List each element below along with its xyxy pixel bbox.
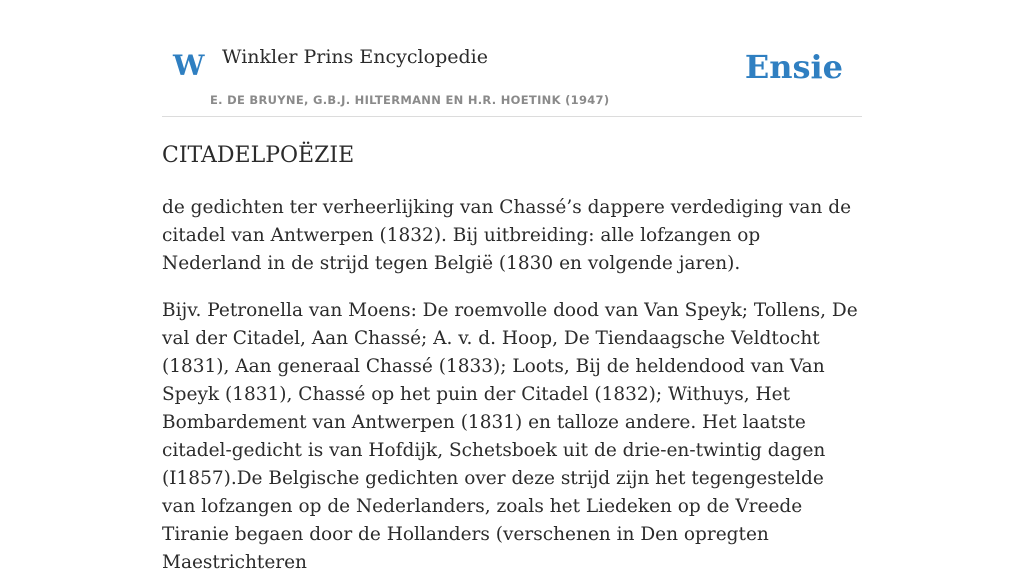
entry-title: CITADELPOËZIE	[162, 143, 355, 168]
entry-paragraph-2: Bijv. Petronella van Moens: De roemvolle dood van Van Speyk; Tollens, De val der Citadel, Aan Chassé; A. v. d. Hoop, De Tiendaagsche Veldtocht (1831), Aan generaal Chassé (1833); Loots, Bij de heldendood van Van Speyk (1831), Chassé op het puin der Citadel (1832); Withuys, Het Bombardement van Antwerpen (1831) en talloze andere. Het laatste citadel-gedicht is van Hofdijk, Schetsboek uit de drie-en-twintig dagen (I1857).De Belgische gedichten over deze strijd zijn het tegengestelde van lofzangen op de Nederlanders, zoals het Liedeken op de Vreede Tiranie begaen door de Hollanders (verschenen in Den opregten Maestrichteren	[162, 299, 858, 573]
source-header	[162, 0, 862, 117]
source-authors: E. DE BRUYNE, G.B.J. HILTERMANN EN H.R. HOETINK (1947)	[210, 93, 610, 107]
page	[162, 0, 862, 573]
entry-paragraph-1: de gedichten ter verheerlijking van Chassé’s dappere verdediging van de citadel van Antwerpen (1832). Bij uitbreiding: alle lofzangen op Nederland in de strijd tegen België (1830 en volgende jaren).	[162, 196, 852, 274]
source-title-link[interactable]: Winkler Prins Encyclopedie	[222, 46, 488, 68]
encyclopedia-logo-icon[interactable]: W	[173, 49, 205, 82]
ensie-logo-link[interactable]: Ensie	[744, 48, 843, 86]
